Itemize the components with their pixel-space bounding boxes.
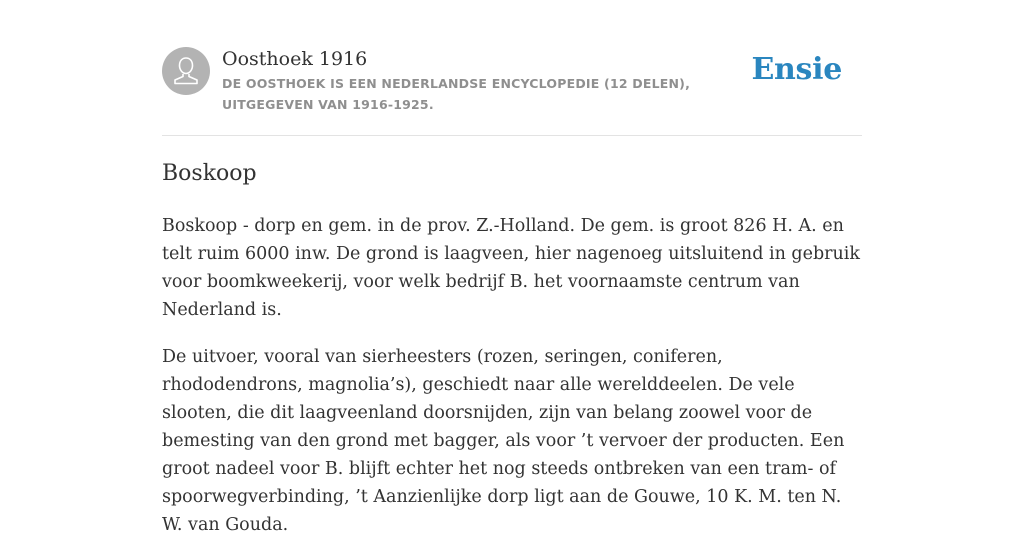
entry-title: Boskoop <box>162 161 257 186</box>
ensie-logo-link[interactable]: Ensie <box>751 52 842 87</box>
source-avatar[interactable] <box>162 47 210 95</box>
source-header <box>162 44 862 136</box>
source-description: DE OOSTHOEK IS EEN NEDERLANDSE ENCYCLOPEDIE (12 DELEN), UITGEGEVEN VAN 1916-1925. <box>222 76 691 112</box>
source-title[interactable]: Oosthoek 1916 <box>222 48 368 70</box>
entry-paragraph: De uitvoer, vooral van sierheesters (rozen, seringen, coniferen, rhododendrons, magnolia’s), geschiedt naar alle werelddeelen. De vele slooten, die dit laagveenland doorsnijden, zijn van belang zoowel voor de bemesting van den grond met bagger, als voor ’t vervoer der producten. Een groot nadeel voor B. blijft echter het nog steeds ontbreken van een tram- of spoorwegverbinding, ’t Aanzienlijke dorp ligt aan de Gouwe, 10 K. M. ten N. W. van Gouda. <box>162 347 845 535</box>
user-silhouette-icon <box>162 47 210 95</box>
header-divider <box>162 135 862 136</box>
entry-content <box>162 212 862 558</box>
entry-paragraph: Boskoop - dorp en gem. in de prov. Z.-Holland. De gem. is groot 826 H. A. en telt ruim 6000 inw. De grond is laagveen, hier nagenoeg uitsluitend in gebruik voor boomkweekerij, voor welk bedrijf B. het voornaamste centrum van Nederland is. <box>162 216 861 320</box>
